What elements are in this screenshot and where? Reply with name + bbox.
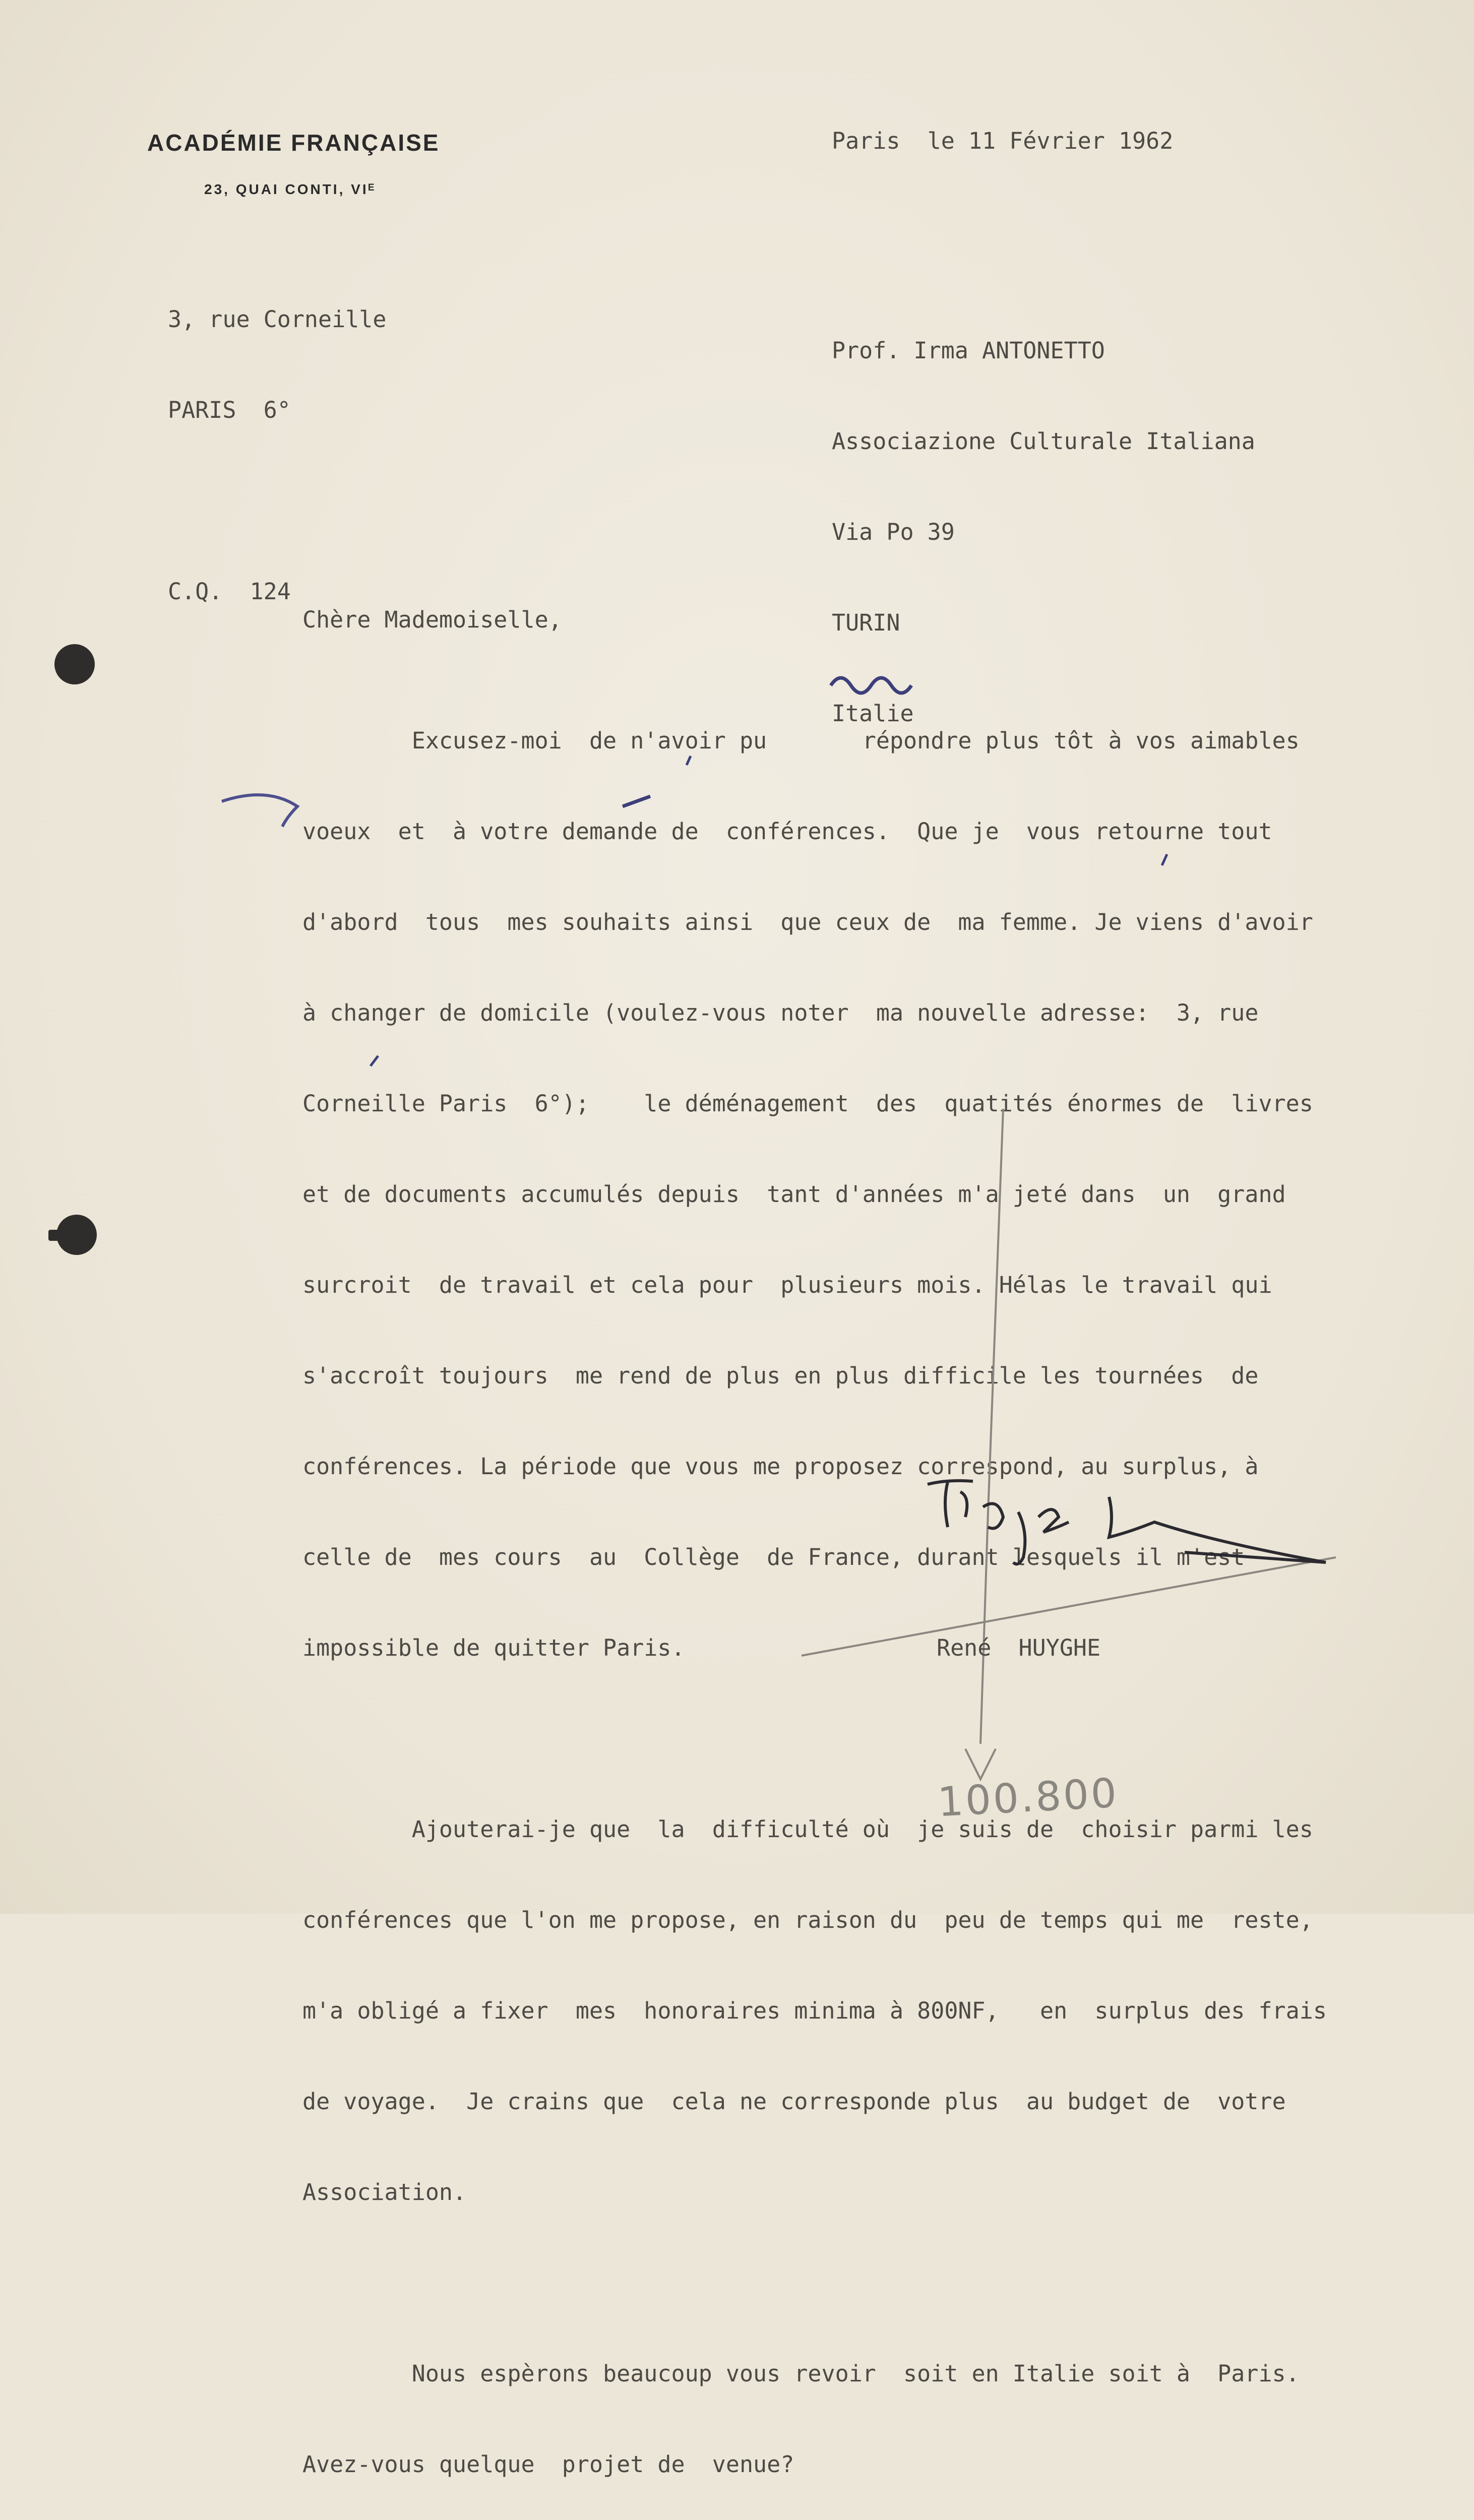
body-line: Association. (302, 2179, 467, 2206)
body-line: celle de mes cours au Collège de France, durant lesquels il m'est (302, 1544, 1245, 1570)
body-line: s'accroît toujours me rend de plus en plus difficile les tournées de (302, 1362, 1259, 1389)
body-line: conférences. La période que vous me proposez correspond, au surplus, à (302, 1453, 1259, 1480)
body-line (302, 2268, 1327, 2298)
body-line: surcroit de travail et cela pour plusieurs mois. Hélas le travail qui (302, 1272, 1272, 1298)
recipient-line: Italie (832, 700, 914, 727)
sender-line: PARIS 6° (168, 397, 291, 423)
body-line: Excusez-moi de n'avoir pu répondre plus tôt à vos aimables (302, 727, 1300, 754)
salutation: Chère Mademoiselle, (302, 606, 562, 633)
body-line: Nous espèrons beaucoup vous revoir soit en Italie soit à Paris. (302, 2360, 1300, 2387)
body-line: d'abord tous mes souhaits ainsi que ceux de ma femme. Je viens d'avoir (302, 909, 1313, 935)
sender-line: 3, rue Corneille (168, 306, 387, 333)
body-line: et de documents accumulés depuis tant d'années m'a jeté dans un grand (302, 1181, 1286, 1208)
date-line: Paris le 11 Février 1962 (832, 128, 1174, 154)
signatory-name: René HUYGHE (937, 1634, 1101, 1661)
body-line: à changer de domicile (voulez-vous noter ma nouvelle adresse: 3, rue (302, 999, 1259, 1026)
body-line: Corneille Paris 6°); le déménagement des quatités énormes de livres (302, 1090, 1313, 1117)
body-line: Avez-vous quelque projet de venue? (302, 2451, 794, 2478)
sender-line: C.Q. 124 (168, 578, 291, 605)
body-line: m'a obligé a fixer mes honoraires minima à 800NF, en surplus des frais (302, 1997, 1327, 2024)
recipient-line: Prof. Irma ANTONETTO (832, 337, 1105, 364)
letterhead-address: 23, QUAI CONTI, VIᴱ (204, 181, 377, 197)
recipient-line: Associazione Culturale Italiana (832, 428, 1255, 455)
recipient-line: Via Po 39 (832, 519, 955, 545)
pencil-note: 100.800 (936, 1769, 1120, 1826)
body-line: de voyage. Je crains que cela ne corresponde plus au budget de votre (302, 2088, 1286, 2115)
body-line: Ajouterai-je que la difficulté où je suis de choisir parmi les (302, 1816, 1313, 1843)
body-line: impossible de quitter Paris. (302, 1634, 685, 1661)
recipient-line: TURIN (832, 609, 900, 636)
letterhead-institution: ACADÉMIE FRANÇAISE (147, 130, 440, 156)
body-line: voeux et à votre demande de conférences. Que je vous retourne tout (302, 818, 1272, 845)
body-line: conférences que l'on me propose, en raison du peu de temps qui me reste, (302, 1907, 1313, 1933)
